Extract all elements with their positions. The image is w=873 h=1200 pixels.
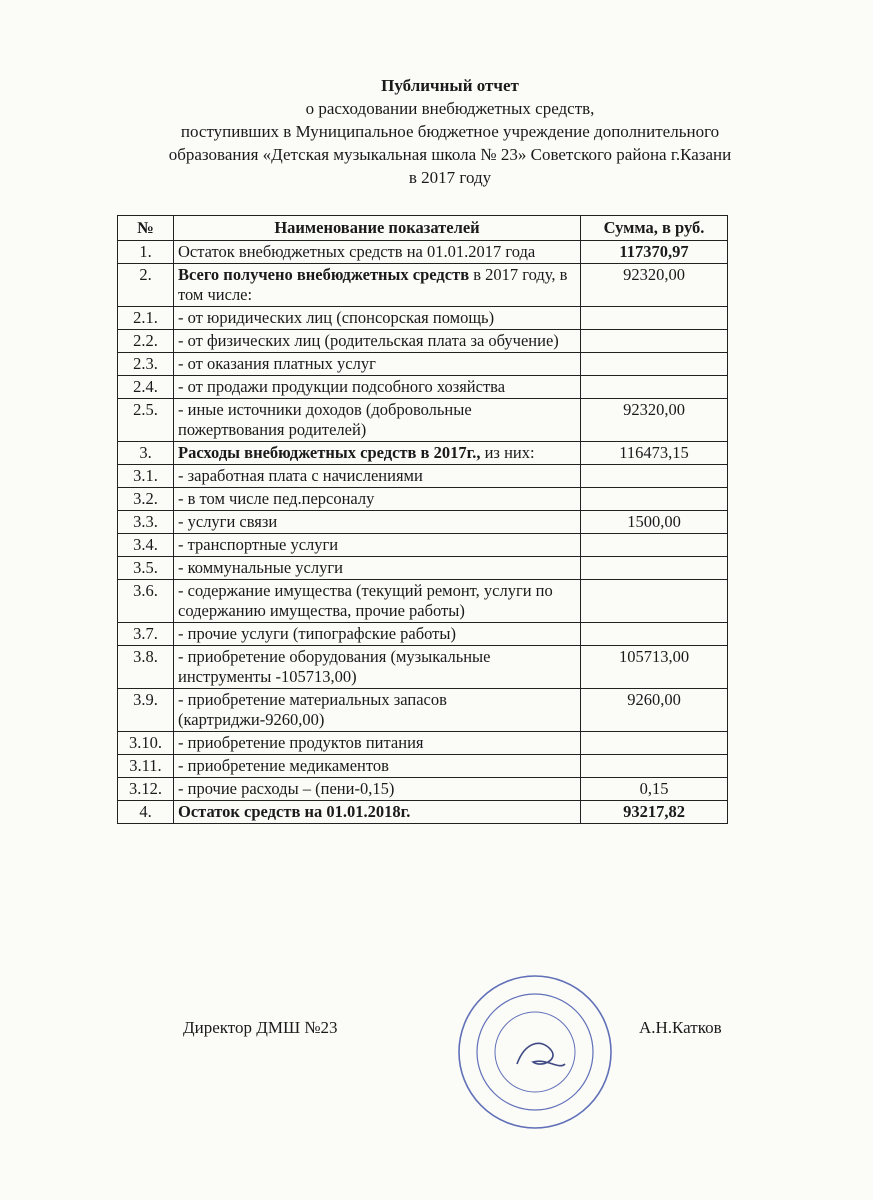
row-indicator-name (174, 307, 581, 330)
row-sum: 116473,15 (581, 442, 728, 465)
row-sum (581, 353, 728, 376)
row-indicator-name (174, 580, 581, 623)
row-number: 2.2. (118, 330, 174, 353)
row-indicator-text: - иные источники доходов (добровольные пожертвования родителей) (178, 400, 472, 439)
row-sum (581, 557, 728, 580)
row-number: 3.12. (118, 778, 174, 801)
row-number: 3.6. (118, 580, 174, 623)
table-row (118, 465, 728, 488)
table-row (118, 488, 728, 511)
table-row (118, 442, 728, 465)
row-number: 3.3. (118, 511, 174, 534)
row-sum (581, 755, 728, 778)
row-indicator-bold-text: Всего получено внебюджетных средств (178, 265, 470, 284)
row-indicator-name (174, 623, 581, 646)
row-indicator-text: - заработная плата с начислениями (178, 466, 423, 485)
row-indicator-name (174, 353, 581, 376)
row-indicator-text: - от оказания платных услуг (178, 354, 376, 373)
row-indicator-text: - приобретение оборудования (музыкальные инструменты -105713,00) (178, 647, 491, 686)
table-row (118, 557, 728, 580)
row-indicator-text: Остаток внебюджетных средств на 01.01.2017 года (178, 242, 536, 261)
row-sum (581, 580, 728, 623)
row-indicator-text: в 2017 году, в том числе: (178, 265, 568, 304)
header-indicator-name: Наименование показателей (174, 216, 581, 241)
table-row (118, 778, 728, 801)
row-number: 3.9. (118, 689, 174, 732)
row-indicator-name (174, 241, 581, 264)
row-indicator-name (174, 330, 581, 353)
director-name: А.Н.Катков (639, 1018, 722, 1037)
row-number: 3.10. (118, 732, 174, 755)
table-row (118, 399, 728, 442)
table-row (118, 241, 728, 264)
row-sum (581, 488, 728, 511)
row-indicator-name (174, 264, 581, 307)
row-indicator-text: - прочие услуги (типографские работы) (178, 624, 456, 643)
table-body (118, 241, 728, 824)
row-indicator-name (174, 646, 581, 689)
row-indicator-name (174, 376, 581, 399)
row-sum: 93217,82 (581, 801, 728, 824)
row-indicator-name (174, 465, 581, 488)
row-number: 4. (118, 801, 174, 824)
row-indicator-name (174, 442, 581, 465)
row-number: 3.8. (118, 646, 174, 689)
row-indicator-name (174, 534, 581, 557)
row-number: 3.7. (118, 623, 174, 646)
director-position: Директор ДМШ №23 (183, 1018, 338, 1037)
report-subtitle-line-1: о расходовании внебюджетных средств, (305, 99, 595, 118)
row-sum (581, 465, 728, 488)
row-indicator-text: - в том числе пед.персоналу (178, 489, 375, 508)
row-number: 2.4. (118, 376, 174, 399)
table-row (118, 580, 728, 623)
budget-table (117, 215, 728, 824)
row-sum: 117370,97 (581, 241, 728, 264)
table-row (118, 307, 728, 330)
row-number: 3.2. (118, 488, 174, 511)
row-indicator-bold-text: Расходы внебюджетных средств в 2017г., (178, 443, 481, 462)
row-indicator-text: - приобретение медикаментов (178, 756, 389, 775)
row-indicator-name (174, 488, 581, 511)
row-sum: 0,15 (581, 778, 728, 801)
row-sum (581, 732, 728, 755)
row-sum: 92320,00 (581, 264, 728, 307)
table-row (118, 623, 728, 646)
row-indicator-name (174, 778, 581, 801)
row-number: 3.1. (118, 465, 174, 488)
row-indicator-text: - приобретение продуктов питания (178, 733, 424, 752)
row-number: 3. (118, 442, 174, 465)
row-sum (581, 623, 728, 646)
row-indicator-text: - от юридических лиц (спонсорская помощь) (178, 308, 495, 327)
row-indicator-text: - коммунальные услуги (178, 558, 343, 577)
row-indicator-name (174, 557, 581, 580)
row-number: 1. (118, 241, 174, 264)
row-number: 3.11. (118, 755, 174, 778)
header-number: № (118, 216, 174, 241)
table-row (118, 534, 728, 557)
table-row (118, 755, 728, 778)
row-indicator-name (174, 732, 581, 755)
row-indicator-text: - транспортные услуги (178, 535, 339, 554)
row-indicator-name (174, 755, 581, 778)
table-header-row (118, 216, 728, 241)
row-indicator-text: - прочие расходы – (пени-0,15) (178, 779, 395, 798)
row-indicator-text: из них: (480, 443, 535, 462)
row-sum (581, 534, 728, 557)
report-title: Публичный отчет (381, 76, 519, 95)
table-row (118, 376, 728, 399)
row-indicator-name (174, 801, 581, 824)
row-sum: 9260,00 (581, 689, 728, 732)
row-number: 2.5. (118, 399, 174, 442)
report-subtitle-line-4: в 2017 году (408, 168, 492, 187)
row-indicator-text: - содержание имущества (текущий ремонт, услуги по содержанию имущества, прочие работы) (178, 581, 553, 620)
table-row (118, 330, 728, 353)
row-indicator-name (174, 399, 581, 442)
row-indicator-text: - приобретение материальных запасов (картриджи-9260,00) (178, 690, 447, 729)
table-row (118, 732, 728, 755)
row-number: 2.1. (118, 307, 174, 330)
row-sum (581, 307, 728, 330)
row-indicator-text: - от физических лиц (родительская плата за обучение) (178, 331, 559, 350)
row-number: 3.5. (118, 557, 174, 580)
table-row (118, 353, 728, 376)
row-number: 2.3. (118, 353, 174, 376)
row-indicator-name (174, 511, 581, 534)
official-stamp (455, 972, 615, 1132)
report-subtitle-line-2: поступивших в Муниципальное бюджетное учреждение дополнительного (180, 122, 720, 141)
table-row (118, 511, 728, 534)
row-indicator-text: - услуги связи (178, 512, 278, 531)
table-row (118, 689, 728, 732)
row-sum (581, 376, 728, 399)
row-sum: 105713,00 (581, 646, 728, 689)
table-row (118, 264, 728, 307)
row-number: 3.4. (118, 534, 174, 557)
row-sum (581, 330, 728, 353)
header-sum: Сумма, в руб. (581, 216, 728, 241)
row-indicator-bold-text: Остаток средств на 01.01.2018г. (178, 802, 411, 821)
table-row (118, 646, 728, 689)
report-subtitle-line-3: образования «Детская музыкальная школа № 23» Советского района г.Казани (168, 145, 732, 164)
row-sum: 1500,00 (581, 511, 728, 534)
row-indicator-text: - от продажи продукции подсобного хозяйства (178, 377, 506, 396)
table-row (118, 801, 728, 824)
row-sum: 92320,00 (581, 399, 728, 442)
report-title-block (100, 74, 800, 189)
row-number: 2. (118, 264, 174, 307)
row-indicator-name (174, 689, 581, 732)
